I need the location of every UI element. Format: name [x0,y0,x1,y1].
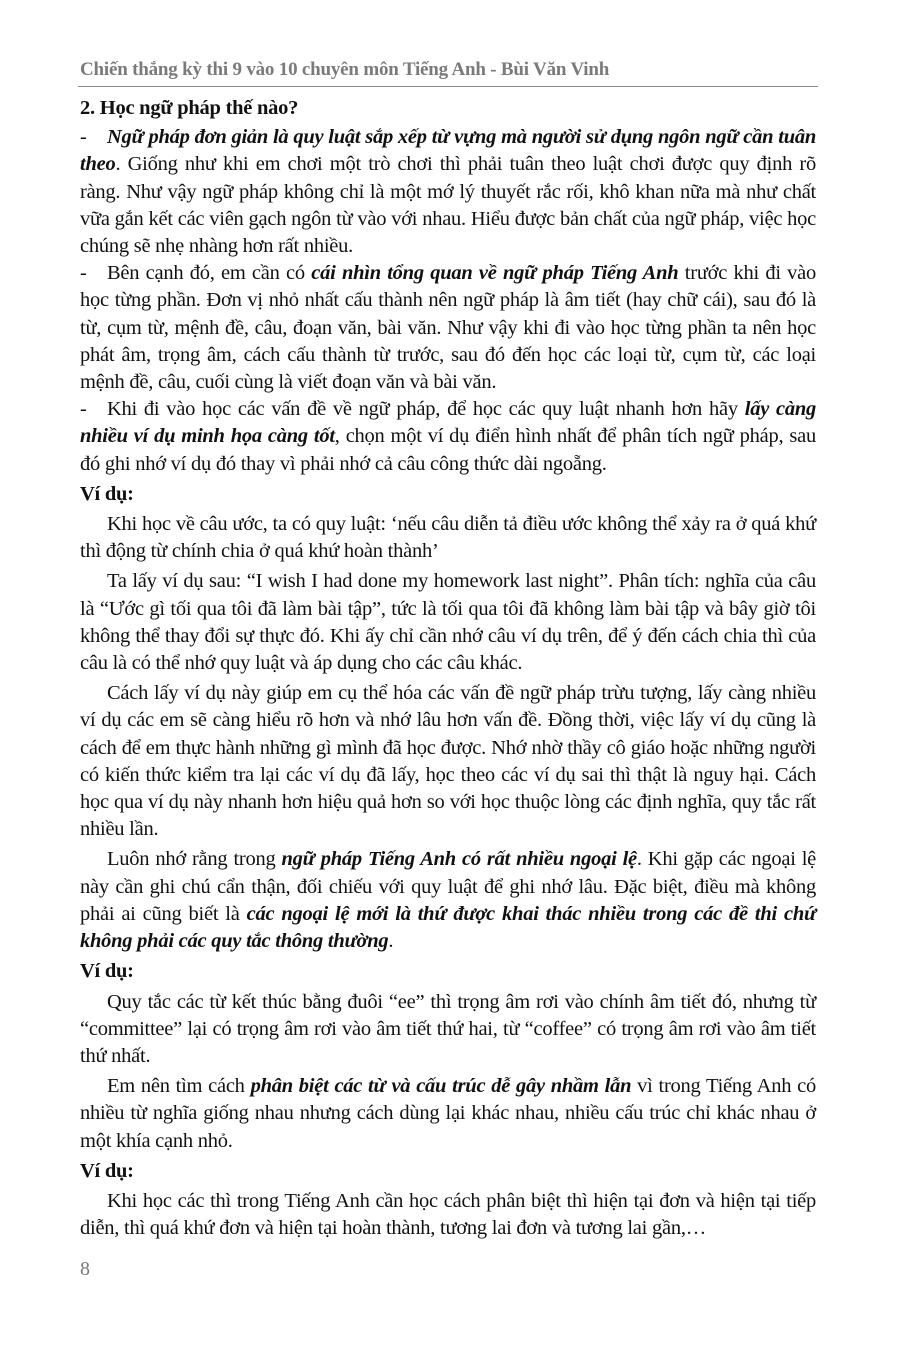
text-segment: Em nên tìm cách [107,1075,251,1098]
text-segment: . [388,930,394,953]
paragraph [80,1073,816,1155]
text-segment: Bên cạnh đó, em cần có [107,262,312,285]
dash-bullet: - [80,126,87,149]
example-label [80,481,816,508]
bullet-paragraph [80,124,816,260]
page-body [80,95,816,1242]
text-segment: Ta lấy ví dụ sau: “I wish I had done my homework last night”. Phân tích: nghĩa của câu là “Ước gì tối qua tôi đã làm bài tập”, tức là tối qua tôi đã không làm bài tập và bây giờ tôi không thể thay đổi sự thực đó. Khi ấy chỉ cần nhớ câu ví dụ trên, để ý đến cách chia thì của câu là có thể nhớ quy luật và áp dụng cho các câu khác. [80,570,816,675]
page-number: 8 [80,1258,90,1280]
paragraph [80,989,816,1071]
text-segment: Luôn nhớ rằng trong [107,848,282,871]
paragraph [80,568,816,677]
text-segment: Cách lấy ví dụ này giúp em cụ thể hóa các vấn đề ngữ pháp trừu tượng, lấy càng nhiều ví dụ các em sẽ càng hiểu rõ hơn và nhớ lâu hơn vấn đề. Đồng thời, việc lấy ví dụ cũng là cách để em thực hành những gì mình đã học được. Nhớ nhờ thầy cô giáo hoặc những người có kiến thức kiểm tra lại các ví dụ đã lấy, học theo các ví dụ sai thì thật là nguy hại. Cách học qua ví dụ này nhanh hơn hiệu quả hơn so với học thuộc lòng các định nghĩa, quy tắc rất nhiều lần. [80,682,816,841]
emphasis-text: ngữ pháp Tiếng Anh có rất nhiều ngoại lệ [281,848,637,871]
bullet-paragraph [80,396,816,478]
paragraph [80,511,816,565]
text-segment: vì trong Tiếng Anh có nhiều từ nghĩa giống nhau nhưng cách dùng lại khác nhau, nhiều cấu trúc chỉ khác nhau ở một khía cạnh nhỏ. [80,1075,816,1152]
header-divider [78,86,818,87]
text-segment: Ví dụ: [80,482,134,505]
bullet-paragraph [80,260,816,396]
emphasis-text: lấy càng nhiều ví dụ minh họa càng tốt [80,398,816,448]
emphasis-text: cái nhìn tổng quan về ngữ pháp Tiếng Anh [311,262,679,285]
text-segment: trước khi đi vào học từng phần. Đơn vị nhỏ nhất cấu thành nên ngữ pháp là âm tiết (hay chữ cái), sau đó là từ, cụm từ, mệnh đề, câu, đoạn văn, bài văn. Như vậy khi đi vào học từng phần ta nên học phát âm, trọng âm, cách cấu thành từ trước, sau đó đến học các loại từ, cụm từ, các loại mệnh đề, câu, cuối cùng là viết đoạn văn và bài văn. [80,262,817,394]
text-segment: . Khi gặp các ngoại lệ này cần ghi chú cẩn thận, đối chiếu với quy luật để ghi nhớ lâu. Đặc biệt, điều mà không phải ai cũng biết là [80,848,817,925]
text-segment: Khi học các thì trong Tiếng Anh cần học cách phân biệt thì hiện tại đơn và hiện tại tiếp diễn, thì quá khứ đơn và hiện tại hoàn thành, tương lai đơn và tương lai gần,… [80,1189,816,1240]
dash-bullet: - [80,398,87,421]
text-segment: Khi đi vào học các vấn đề về ngữ pháp, để học các quy luật nhanh hơn hãy [107,398,745,421]
text-segment: . Giống như khi em chơi một trò chơi thì phải tuân theo luật chơi được quy định rõ ràng. Như vậy ngữ pháp không chỉ là một mớ lý thuyết rắc rối, khô khan nữa mà như chất vữa gắn kết các viên gạch ngôn từ vào với nhau. Hiểu được bản chất của ngữ pháp, việc học chúng sẽ nhẹ nhàng hơn rất nhiều. [80,153,816,258]
dash-bullet: - [80,262,87,285]
emphasis-text: Ngữ pháp đơn giản là quy luật sắp xếp từ vựng mà người sử dụng ngôn ngữ cần tuân theo [80,126,816,176]
running-header: Chiến thắng kỳ thi 9 vào 10 chuyên môn Tiếng Anh - Bùi Văn Vinh [80,59,610,80]
text-segment: , chọn một ví dụ điển hình nhất để phân tích ngữ pháp, sau đó ghi nhớ ví dụ đó thay vì phải nhớ cả câu công thức dài ngoẵng. [80,425,816,475]
paragraph [80,680,816,843]
example-label [80,1158,816,1185]
text-segment: Khi học về câu ước, ta có quy luật: ‘nếu câu diễn tả điều ước không thể xảy ra ở quá khứ thì động từ chính chia ở quá khứ hoàn thành’ [80,513,816,563]
text-segment: Quy tắc các từ kết thúc bằng đuôi “ee” thì trọng âm rơi vào chính âm tiết đó, nhưng từ “committee” lại có trọng âm rơi vào âm tiết thứ hai, từ “coffee” có trọng âm rơi vào âm tiết thứ nhất. [80,990,816,1067]
example-label [80,958,816,985]
text-segment: Ví dụ: [80,1159,134,1182]
paragraph [80,846,816,955]
section-heading: 2. Học ngữ pháp thế nào? [80,97,299,119]
text-segment: Ví dụ: [80,960,134,983]
emphasis-text: phân biệt các từ và cấu trúc dễ gây nhầm lẫn [250,1075,632,1098]
paragraph [80,1188,816,1242]
emphasis-text: các ngoại lệ mới là thứ được khai thác nhiều trong các đề thi chứ không phải các quy tắc thông thường [80,902,816,953]
